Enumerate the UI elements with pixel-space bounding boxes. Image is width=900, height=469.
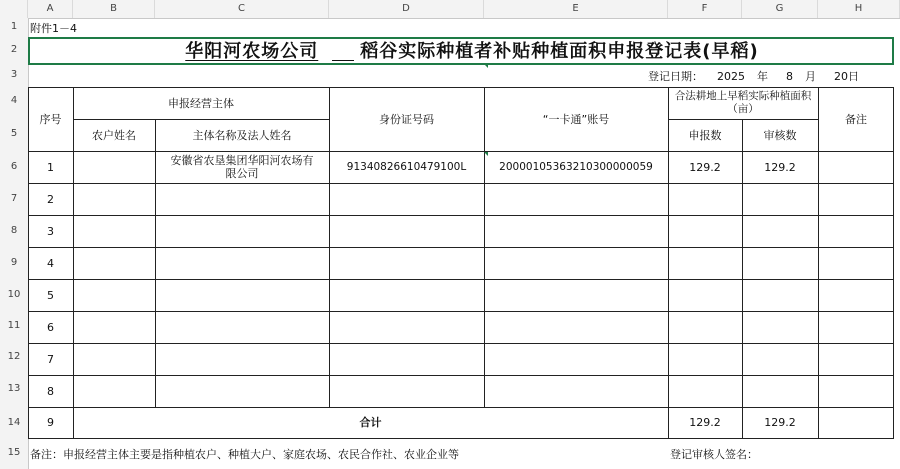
comment-marker-icon	[484, 64, 488, 68]
header-entity-name[interactable]: 主体名称及法人姓名	[192, 128, 292, 142]
cell-audited[interactable]: 129.2	[764, 160, 796, 174]
date-month-unit: 月	[805, 69, 816, 83]
cell-declared[interactable]	[668, 343, 742, 375]
total-seq[interactable]: 9	[47, 416, 54, 429]
grid-line-h	[28, 375, 894, 376]
grid-line-v	[818, 87, 819, 439]
cell-remark[interactable]	[818, 279, 894, 311]
total-declared[interactable]: 129.2	[689, 416, 721, 429]
cell-remark[interactable]	[818, 247, 894, 279]
column-header-bar	[0, 0, 900, 19]
row-header-11[interactable]: 11	[7, 320, 21, 331]
cell-farmer[interactable]	[73, 151, 155, 183]
row-header-5[interactable]: 5	[10, 128, 18, 139]
cell-farmer[interactable]	[73, 247, 155, 279]
row-header-12[interactable]: 12	[7, 351, 21, 362]
grid-line-v	[484, 87, 485, 407]
grid-line-v	[893, 87, 894, 439]
cell-declared[interactable]	[668, 247, 742, 279]
cell-entity[interactable]	[155, 183, 329, 215]
row-header-13[interactable]: 13	[7, 383, 21, 394]
column-header-c[interactable]: C	[155, 0, 329, 18]
row-header-8[interactable]: 8	[10, 225, 18, 236]
cell-seq[interactable]: 4	[47, 256, 54, 270]
column-header-g[interactable]: G	[742, 0, 818, 18]
row-header-bar	[0, 18, 29, 469]
date-day: 20	[834, 69, 848, 83]
cell-seq[interactable]: 3	[47, 224, 54, 238]
cell-id[interactable]	[329, 215, 484, 247]
cell-remark[interactable]	[818, 375, 894, 407]
cell-entity[interactable]	[155, 279, 329, 311]
column-header-e[interactable]: E	[484, 0, 668, 18]
cell-farmer[interactable]	[73, 343, 155, 375]
cell-id[interactable]	[329, 183, 484, 215]
column-header-h[interactable]: H	[818, 0, 900, 18]
grid-line-h	[28, 151, 894, 152]
grid-line-h	[73, 119, 329, 120]
cell-account[interactable]	[484, 343, 668, 375]
cell-account[interactable]	[484, 279, 668, 311]
cell-account[interactable]	[484, 183, 668, 215]
cell-id[interactable]	[329, 311, 484, 343]
cell-id[interactable]	[329, 279, 484, 311]
header-entity[interactable]: 申报经营主体	[168, 96, 234, 110]
cell-account[interactable]	[484, 247, 668, 279]
signature-label[interactable]: 登记审核人签名：	[670, 447, 758, 461]
cell-entity[interactable]	[155, 375, 329, 407]
cell-remark[interactable]	[818, 343, 894, 375]
title-prefix: 华阳河农场公司	[185, 40, 319, 62]
row-header-15[interactable]: 15	[7, 447, 21, 458]
total-remark[interactable]	[818, 407, 894, 438]
grid-line-v	[668, 87, 669, 439]
cell-audited[interactable]	[742, 343, 818, 375]
attachment-label[interactable]: 附件1－4	[30, 21, 77, 35]
cell-declared[interactable]	[668, 375, 742, 407]
cell-seq[interactable]: 6	[47, 320, 54, 334]
cell-entity[interactable]: 安徽省农垦集团华阳河农场有限公司	[170, 154, 314, 180]
cell-declared[interactable]	[668, 311, 742, 343]
cell-audited[interactable]	[742, 279, 818, 311]
cell-farmer[interactable]	[73, 183, 155, 215]
cell-remark[interactable]	[818, 183, 894, 215]
row-header-6[interactable]: 6	[10, 161, 18, 172]
cell-remark[interactable]	[818, 151, 894, 183]
cell-audited[interactable]	[742, 247, 818, 279]
row-header-7[interactable]: 7	[10, 193, 18, 204]
cell-entity[interactable]	[155, 215, 329, 247]
grid-line-v	[329, 87, 330, 407]
cell-id[interactable]	[329, 343, 484, 375]
cell-entity[interactable]	[155, 311, 329, 343]
title-underline-blank	[332, 42, 354, 61]
column-header-a[interactable]: A	[28, 0, 73, 18]
cell-entity[interactable]	[155, 343, 329, 375]
column-header-b[interactable]: B	[73, 0, 155, 18]
grid-line-h	[28, 438, 894, 439]
grid-line-v	[73, 87, 74, 439]
grid-line-h	[668, 119, 818, 120]
row-header-2[interactable]: 2	[10, 44, 18, 55]
cell-note-marker-icon	[484, 152, 488, 156]
cell-declared[interactable]: 129.2	[689, 160, 721, 174]
grid-line-v	[155, 119, 156, 407]
column-header-d[interactable]: D	[329, 0, 484, 18]
select-all-corner[interactable]	[0, 0, 28, 18]
date-label: 登记日期：	[648, 69, 703, 83]
date-day-unit: 日	[848, 69, 859, 83]
page-title	[30, 39, 892, 63]
selected-title-cell[interactable]	[28, 37, 894, 65]
cell-remark[interactable]	[818, 215, 894, 247]
row-header-4[interactable]: 4	[10, 95, 18, 106]
cell-account[interactable]: 20000105363210300000059	[499, 160, 653, 173]
cell-remark[interactable]	[818, 311, 894, 343]
grid-line-h	[28, 183, 894, 184]
grid-line-h	[28, 87, 894, 88]
grid-line-h	[28, 247, 894, 248]
cell-audited[interactable]	[742, 311, 818, 343]
header-remark[interactable]: 备注	[845, 112, 867, 126]
header-seq[interactable]: 序号	[39, 112, 62, 126]
cell-entity[interactable]	[155, 247, 329, 279]
cell-audited[interactable]	[742, 215, 818, 247]
column-header-f[interactable]: F	[668, 0, 742, 18]
row-header-9[interactable]: 9	[10, 257, 18, 268]
cell-farmer[interactable]	[73, 279, 155, 311]
grid-line-h	[28, 311, 894, 312]
header-declared[interactable]: 申报数	[688, 128, 722, 142]
row-header-14[interactable]: 14	[7, 417, 21, 428]
header-audited[interactable]: 审核数	[763, 128, 797, 142]
cell-seq[interactable]: 2	[47, 192, 54, 206]
total-audited[interactable]: 129.2	[764, 416, 796, 429]
cell-account[interactable]	[484, 311, 668, 343]
row-header-1[interactable]: 1	[10, 21, 18, 32]
grid-line-h	[28, 407, 894, 408]
total-label[interactable]: 合计	[359, 416, 382, 429]
cell-audited[interactable]	[742, 375, 818, 407]
cell-declared[interactable]	[668, 183, 742, 215]
cell-seq[interactable]: 1	[47, 160, 54, 174]
cell-id[interactable]: 91340826610479100L	[346, 160, 467, 173]
grid-line-h	[28, 215, 894, 216]
row-header-3[interactable]: 3	[10, 69, 18, 80]
row-header-10[interactable]: 10	[7, 289, 21, 300]
title-main: 稻谷实际种植者补贴种植面积申报登记表(早稻)	[360, 40, 759, 62]
date-month: 8	[786, 69, 793, 83]
registration-date[interactable]	[648, 67, 898, 85]
header-farmer-name[interactable]: 农户姓名	[92, 128, 136, 142]
cell-audited[interactable]	[742, 183, 818, 215]
cell-account[interactable]	[484, 375, 668, 407]
cell-farmer[interactable]	[73, 311, 155, 343]
cell-farmer[interactable]	[73, 375, 155, 407]
grid-line-h	[28, 279, 894, 280]
cell-id[interactable]	[329, 247, 484, 279]
cell-account[interactable]	[484, 215, 668, 247]
grid-line-v	[28, 87, 29, 439]
cell-declared[interactable]	[668, 279, 742, 311]
cell-farmer[interactable]	[73, 215, 155, 247]
cell-declared[interactable]	[668, 215, 742, 247]
header-area[interactable]: 合法耕地上早稻实际种植面积（亩）	[674, 90, 812, 115]
cell-seq[interactable]: 7	[47, 352, 54, 366]
cell-id[interactable]	[329, 375, 484, 407]
cell-seq[interactable]: 5	[47, 288, 54, 302]
date-year: 2025	[717, 69, 745, 83]
footer-note[interactable]: 备注：申报经营主体主要是指种植农户、种植大户、家庭农场、农民合作社、农业企业等	[30, 447, 459, 461]
grid-line-h	[28, 343, 894, 344]
grid-line-v	[742, 119, 743, 439]
header-account[interactable]: “一卡通”账号	[542, 112, 610, 126]
header-id-number[interactable]: 身份证号码	[379, 112, 434, 126]
date-year-unit: 年	[757, 69, 768, 83]
cell-seq[interactable]: 8	[47, 384, 54, 398]
